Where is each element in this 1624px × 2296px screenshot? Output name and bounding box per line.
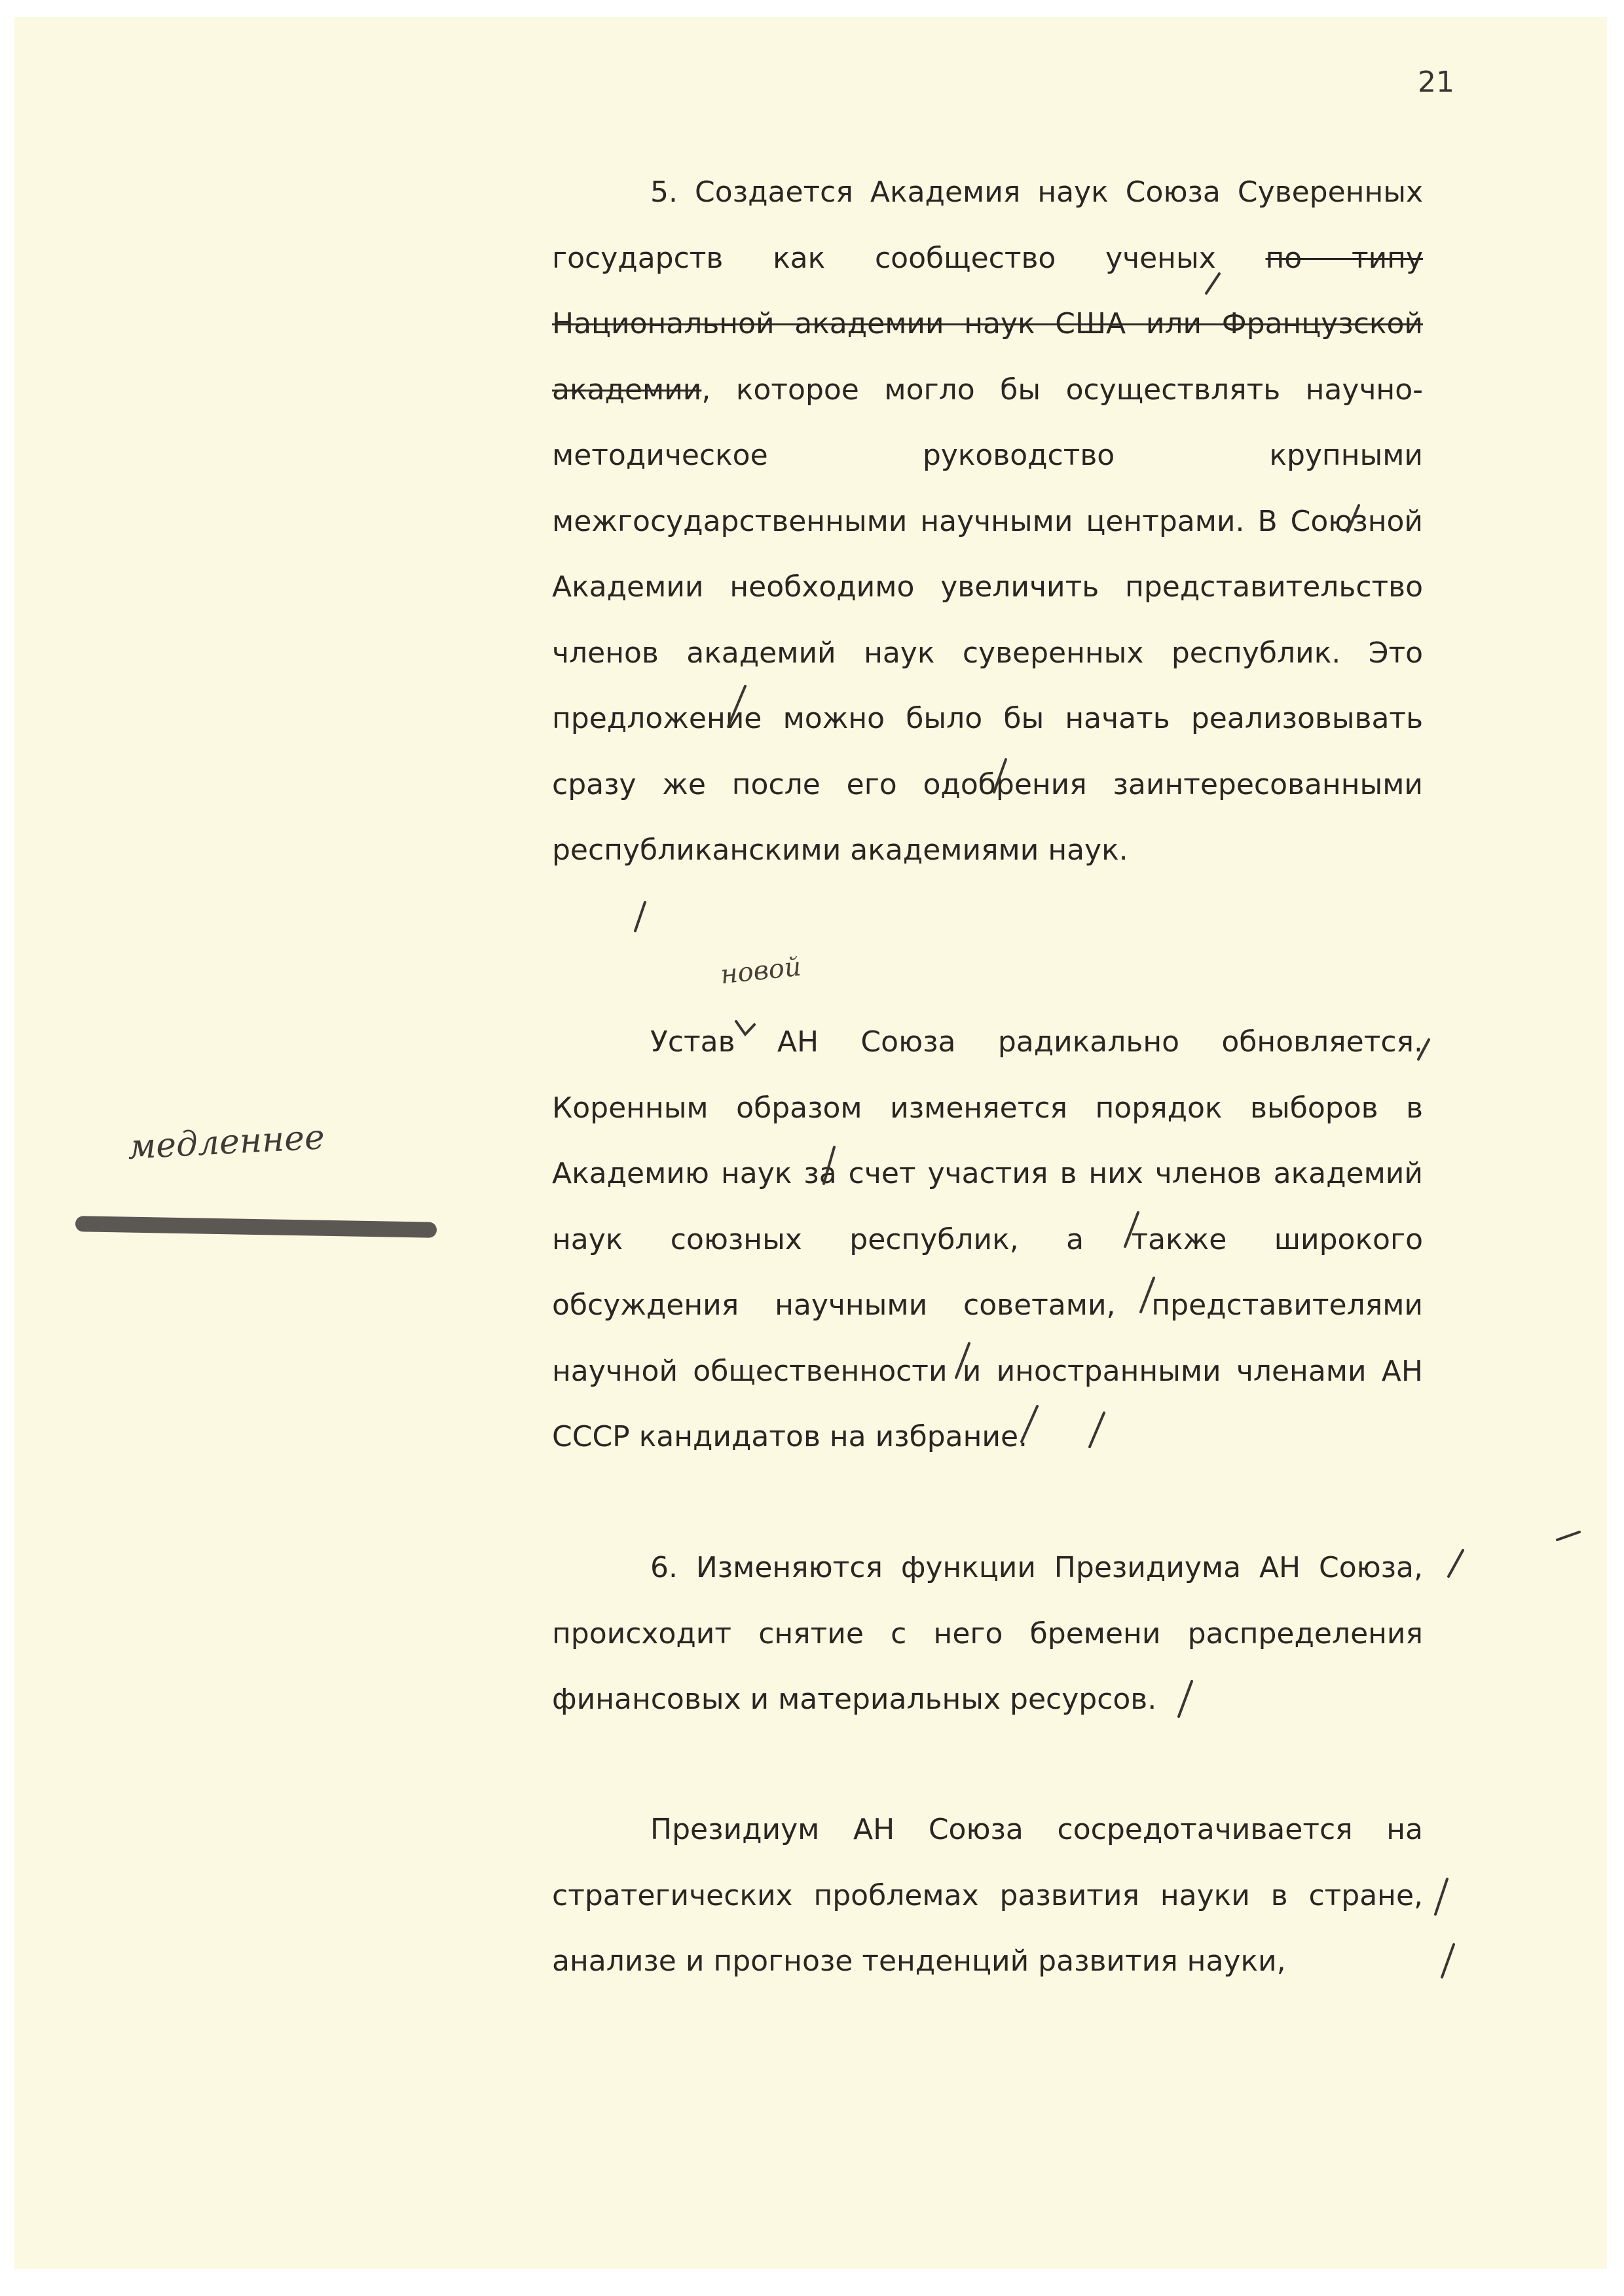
text-run: Устав — [650, 1025, 735, 1059]
paragraph-text: Президиум АН Союза сосредотачивается на стратегических проблемах развития науки в стране, анализе и прогнозе тенденций развития науки, — [552, 1813, 1423, 1978]
paragraph-text: 6. Изменяются функции Президиума АН Союза, происходит снятие с него бремени распределения финансовых и материальных ресурсов. — [552, 1551, 1423, 1716]
section-6-paragraph-1 — [552, 1535, 1423, 1733]
text-run: АН Союза радикально обновляется. Коренным образом изменяется порядок выборов в Академию наук за счет участия в них членов академий наук союзных республик, а также широкого обсуждения научными советами, представителями научной общественности и иностранными членами АН СССР кандидатов на избрание. — [552, 1025, 1423, 1453]
handwritten-insertion: новой — [718, 951, 803, 991]
section-5-paragraph-2 — [552, 1010, 1423, 1470]
page-number: 21 — [1418, 65, 1454, 99]
text-run: , которое могло бы осуществлять научно-методическое руководство крупными межгосударственными научными центрами. В Союзной Академии необходимо увеличить представительство членов академий наук суверенных республик. Это предложение можно было бы начать реализовывать сразу же после его одобрения заинтересованными республиканскими академиями наук. — [552, 373, 1423, 867]
struck-text: по типу Национальной академии наук США или Французской академии — [552, 241, 1423, 407]
section-6-paragraph-2 — [552, 1797, 1423, 1995]
paragraph-text — [552, 160, 1423, 884]
section-5-paragraph-1 — [552, 160, 1423, 884]
text-run: 5. Создается Академия наук Союза Суверенных государств как сообщество ученых — [552, 175, 1423, 275]
handwritten-margin-note: медленнее — [126, 1118, 326, 1167]
paragraph-text — [552, 1010, 1423, 1470]
